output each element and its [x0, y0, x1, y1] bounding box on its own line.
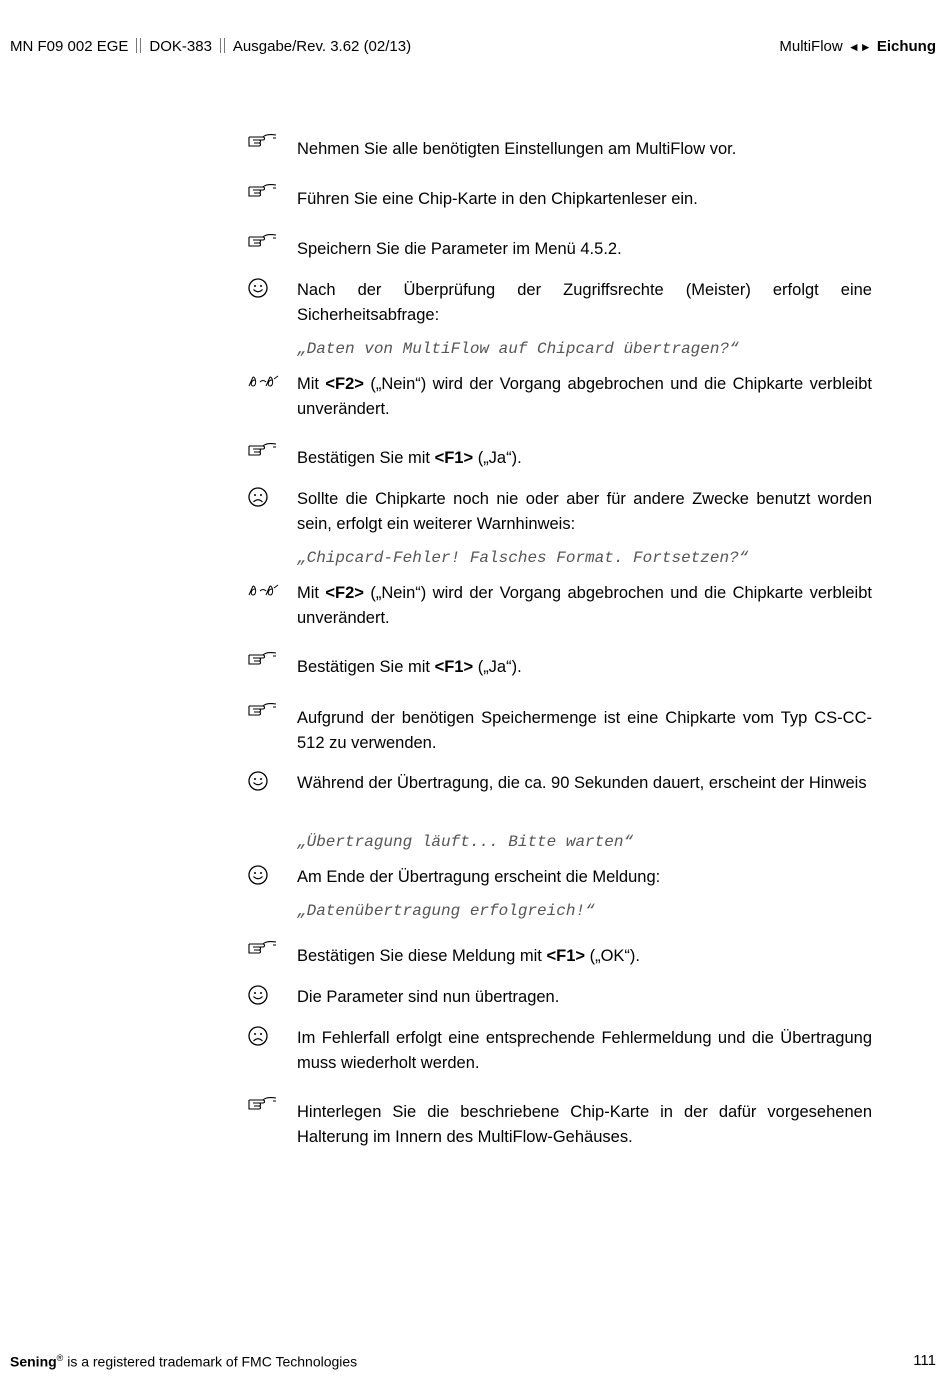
key-f1: <F1> — [434, 658, 474, 676]
glasses-icon — [247, 583, 277, 605]
step-12 — [297, 865, 872, 890]
display-message: „Übertragung läuft... Bitte warten“ — [297, 833, 634, 851]
step-text: Mit <F2> („Nein“) wird der Vorgang abgebrochen und die Chipkarte verbleibt unverändert. — [297, 375, 872, 418]
pointing-hand-icon — [247, 132, 277, 154]
smiley-icon — [247, 984, 277, 1006]
key-f1: <F1> — [434, 449, 474, 467]
step-text: Aufgrund der benötigen Speichermenge ist eine Chipkarte vom Typ CS-CC-512 zu verwenden. — [297, 709, 872, 752]
brand-name: Sening — [10, 1353, 57, 1370]
step-text: Bestätigen Sie mit <F1> („Ja“). — [297, 449, 522, 467]
frown-icon — [247, 486, 277, 508]
step-text: Die Parameter sind nun übertragen. — [297, 988, 560, 1006]
step-text: Sollte die Chipkarte noch nie oder aber für andere Zwecke benutzt worden sein, erfolgt ein weiterer Warnhinweis: — [297, 490, 872, 533]
pointing-hand-icon — [247, 232, 277, 254]
step-4 — [297, 278, 872, 327]
step-text: Nehmen Sie alle benötigten Einstellungen am MultiFlow vor. — [297, 140, 737, 158]
doc-id: MN F09 002 EGE — [10, 38, 129, 55]
step-15 — [297, 1026, 872, 1075]
step-text: Bestätigen Sie diese Meldung mit <F1> („OK“). — [297, 947, 641, 965]
smiley-icon — [247, 864, 277, 886]
step-text: Führen Sie eine Chip-Karte in den Chipkartenleser ein. — [297, 190, 698, 208]
header-section — [779, 38, 936, 55]
key-f1: <F1> — [546, 947, 586, 965]
step-16 — [297, 1100, 872, 1149]
pointing-hand-icon — [247, 701, 277, 723]
step-7 — [297, 487, 872, 536]
step-text: Hinterlegen Sie die beschriebene Chip-Karte in der dafür vorgesehenen Halterung im Innern des MultiFlow-Gehäuses. — [297, 1103, 872, 1146]
step-13 — [297, 944, 872, 969]
nav-arrows-icon: ◄► — [847, 40, 872, 54]
display-message: „Datenübertragung erfolgreich!“ — [297, 902, 595, 920]
registered-mark: ® — [56, 1353, 64, 1363]
step-10 — [297, 706, 872, 755]
step-text: Während der Übertragung, die ca. 90 Sekunden dauert, erscheint der Hinweis — [297, 774, 867, 792]
pointing-hand-icon — [247, 939, 277, 961]
display-message: „Chipcard-Fehler! Falsches Format. Fortsetzen?“ — [297, 549, 749, 567]
step-11 — [297, 771, 872, 796]
smiley-icon — [247, 770, 277, 792]
step-text: Bestätigen Sie mit <F1> („Ja“). — [297, 658, 522, 676]
revision: Ausgabe/Rev. 3.62 (02/13) — [232, 38, 412, 55]
step-8 — [297, 581, 872, 630]
section-name: Eichung — [876, 38, 936, 55]
step-3 — [297, 237, 872, 262]
trademark-text: is a registered trademark of FMC Technologies — [63, 1353, 358, 1370]
frown-icon — [247, 1025, 277, 1047]
dok-number: DOK-383 — [149, 38, 212, 55]
separator — [220, 38, 225, 53]
step-text: Im Fehlerfall erfolgt eine entsprechende Fehlermeldung und die Übertragung muss wiederholt werden. — [297, 1029, 872, 1072]
step-6 — [297, 446, 872, 471]
page-number: 111 — [913, 1352, 936, 1369]
pointing-hand-icon — [247, 1095, 277, 1117]
glasses-icon — [247, 374, 277, 396]
step-text: Speichern Sie die Parameter im Menü 4.5.2. — [297, 240, 622, 258]
step-text: Nach der Überprüfung der Zugriffsrechte (Meister) erfolgt eine Sicherheitsabfrage: — [297, 281, 872, 324]
smiley-icon — [247, 277, 277, 299]
header-doc-info — [10, 38, 411, 55]
pointing-hand-icon — [247, 441, 277, 463]
key-f2: <F2> — [325, 375, 364, 393]
pointing-hand-icon — [247, 650, 277, 672]
step-text: Am Ende der Übertragung erscheint die Meldung: — [297, 868, 661, 886]
step-text: Mit <F2> („Nein“) wird der Vorgang abgebrochen und die Chipkarte verbleibt unverändert. — [297, 584, 872, 627]
step-1 — [297, 137, 872, 162]
step-9 — [297, 655, 872, 680]
step-2 — [297, 187, 872, 212]
product-name: MultiFlow — [779, 38, 843, 55]
step-14 — [297, 985, 872, 1010]
step-5 — [297, 372, 872, 421]
footer-trademark — [10, 1353, 357, 1370]
pointing-hand-icon — [247, 182, 277, 204]
key-f2: <F2> — [325, 584, 364, 602]
display-message: „Daten von MultiFlow auf Chipcard übertragen?“ — [297, 340, 739, 358]
separator — [136, 38, 141, 53]
